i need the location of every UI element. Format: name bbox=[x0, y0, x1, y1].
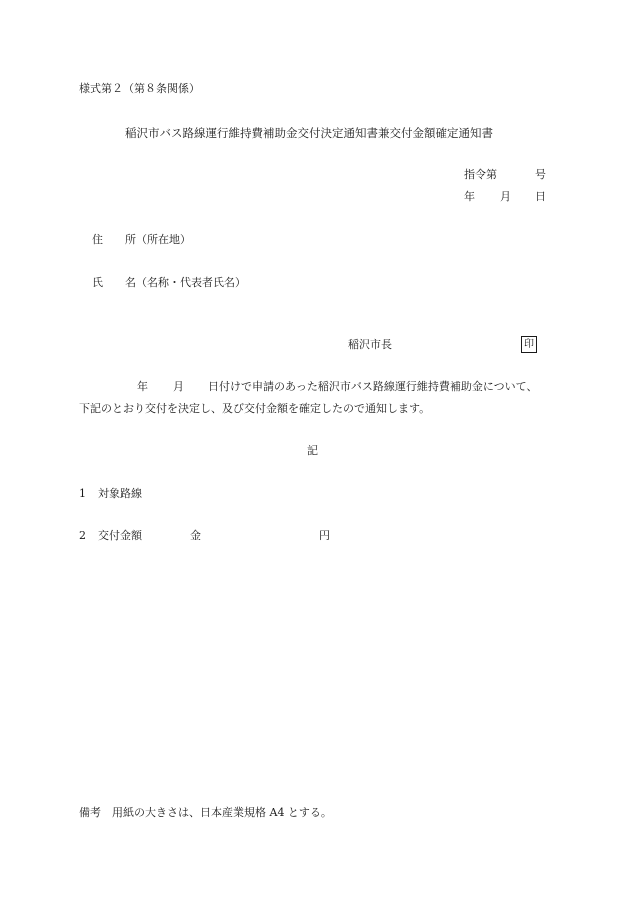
date-year: 年 bbox=[464, 190, 475, 203]
item-1-number: 1 bbox=[79, 487, 86, 500]
body-month: 月 bbox=[173, 380, 184, 393]
mayor-title: 稲沢市長 bbox=[348, 338, 392, 351]
order-number-suffix: 号 bbox=[535, 168, 546, 181]
item-2-label: 交付金額 bbox=[98, 529, 142, 542]
item-2-unit: 円 bbox=[319, 529, 330, 542]
item-1-label: 対象路線 bbox=[98, 487, 142, 500]
order-number-prefix: 指令第 bbox=[464, 168, 497, 181]
seal-mark: 印 bbox=[521, 336, 537, 353]
body-year: 年 bbox=[137, 380, 148, 393]
date-month: 月 bbox=[500, 190, 511, 203]
body-line2: 下記のとおり交付を決定し、及び交付金額を確定したので通知します。 bbox=[79, 402, 431, 415]
address-label: 住 所（所在地） bbox=[92, 233, 191, 246]
ki-heading: 記 bbox=[307, 444, 318, 457]
document-title: 稲沢市バス路線運行維持費補助金交付決定通知書兼交付金額確定通知書 bbox=[125, 126, 493, 140]
name-label: 氏 名（名称・代表者氏名） bbox=[92, 276, 246, 289]
body-line1-rest: 日付けで申請のあった稲沢市バス路線運行維持費補助金について、 bbox=[208, 380, 538, 393]
item-2-number: 2 bbox=[79, 529, 86, 542]
date-day: 日 bbox=[535, 190, 546, 203]
item-2-prefix: 金 bbox=[190, 529, 201, 542]
remark: 備考 用紙の大きさは、日本産業規格 A4 とする。 bbox=[79, 806, 332, 819]
form-number: 様式第２（第８条関係） bbox=[79, 82, 200, 95]
